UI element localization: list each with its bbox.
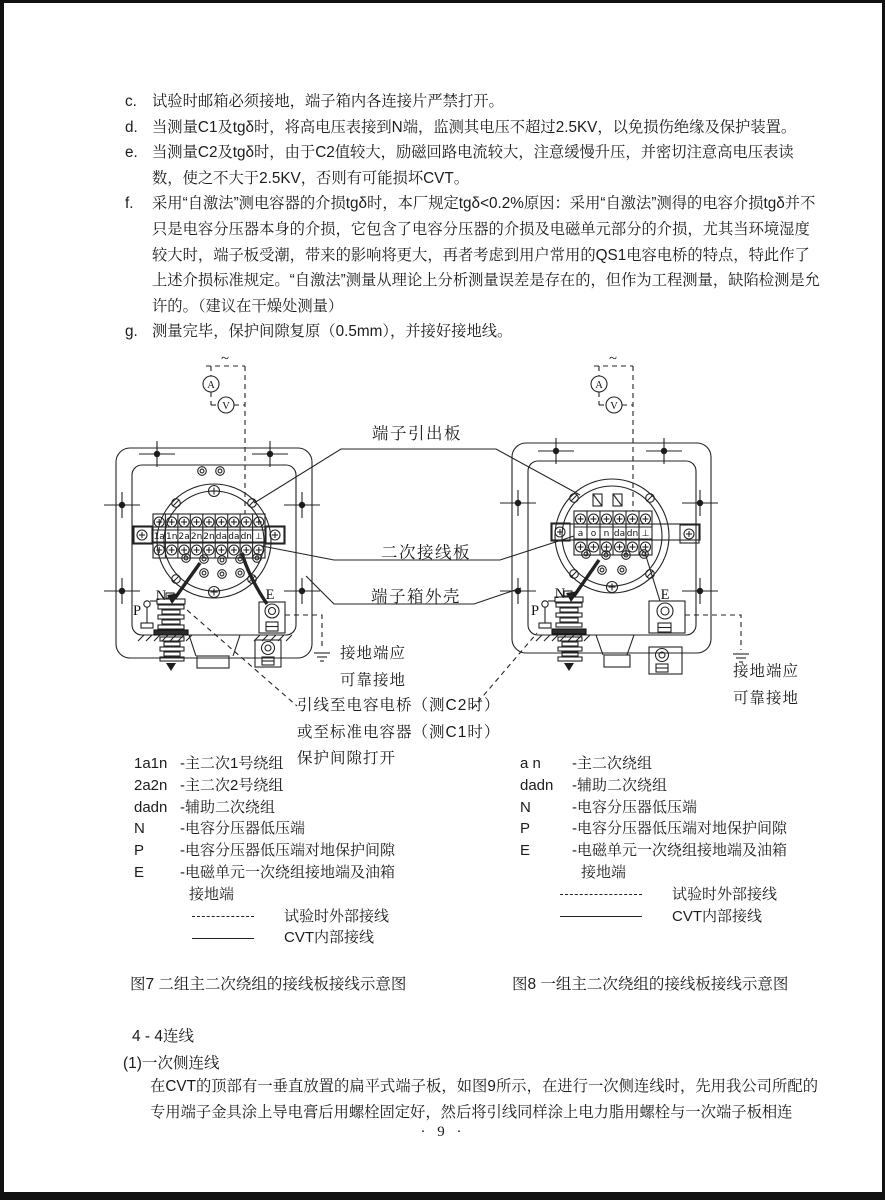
svg-text:dn: dn bbox=[240, 532, 253, 542]
note-item-c bbox=[125, 89, 822, 115]
legend-line-sample-internal: CVT内部接线 bbox=[134, 927, 395, 949]
section-heading: 4 - 4连线 bbox=[132, 1028, 195, 1045]
figure8-diagram bbox=[500, 351, 749, 674]
caption-fig7: 图7 二组主二次绕组的接线板接线示意图 bbox=[130, 976, 407, 993]
svg-text:dn: dn bbox=[626, 529, 639, 539]
ground-note-line2: 可靠接地 bbox=[733, 689, 800, 707]
p-terminal-label: P bbox=[132, 603, 142, 619]
note-text: 测量完毕，保护间隙复原（0.5mm），并接好接地线。 bbox=[152, 323, 513, 341]
ground-note-line1: 接地端应 bbox=[733, 663, 800, 680]
ground-note-right bbox=[733, 659, 799, 712]
voltmeter-icon: V bbox=[222, 401, 230, 412]
note-text: 试验时邮箱必须接地，端子箱内各连接片严禁打开。 bbox=[152, 93, 504, 110]
note-marker: c. bbox=[125, 93, 137, 110]
label-terminal-box-shell: 端子箱外壳 bbox=[371, 588, 461, 606]
ground-note-left bbox=[340, 641, 406, 694]
note-text: 采用“自激法”测电容器的介损tgδ时，本厂规定tgδ<0.2%原因：采用“自激法”测得的电容介损tgδ并不只是电容分压器本身的介损，它包含了电容分压器的介损及电磁单元部分的介损，尤其当环境湿度较大时，端子板受潮，带来的影响将更大，再者考虑到用户常用的QS1电容电桥的特点，特此作了上述介损标准规定。“自激法”测量从理论上分析测量误差是存在的，但作为工程测量，缺陷检测是允许的。（建议在干燥处测量） bbox=[152, 195, 820, 315]
notes-list bbox=[125, 89, 822, 345]
note-item-f bbox=[125, 191, 822, 319]
svg-text:1a: 1a bbox=[153, 532, 165, 542]
svg-text:1n: 1n bbox=[165, 532, 178, 542]
svg-text:n: n bbox=[603, 529, 610, 539]
legend-row: E -电磁单元一次绕组接地端及油箱 bbox=[520, 842, 787, 860]
legend-row: E -电磁单元一次绕组接地端及油箱 bbox=[134, 863, 395, 881]
legend-row: dadn -辅助二次绕组 bbox=[134, 798, 275, 816]
ground-note-line2: 可靠接地 bbox=[340, 671, 407, 689]
figure7-diagram bbox=[104, 351, 330, 671]
note-marker: d. bbox=[125, 118, 138, 136]
legend-row: N -电容分压器低压端 bbox=[134, 820, 305, 838]
legend-line-sample-external: 试验时外部接线 bbox=[520, 884, 787, 906]
n-terminal-label: N bbox=[155, 588, 167, 604]
svg-text:da: da bbox=[228, 532, 240, 542]
legend-row: a n -主二次绕组 bbox=[520, 755, 652, 772]
solid-line-sample bbox=[192, 938, 254, 939]
legend-fig7 bbox=[134, 753, 395, 949]
legend-row: 2a2n -主二次2号绕组 bbox=[134, 776, 284, 794]
note-item-g bbox=[125, 319, 822, 345]
label-terminal-leadout-board: 端子引出板 bbox=[372, 425, 462, 443]
section-subheading: (1)一次侧连线 bbox=[123, 1055, 220, 1072]
e-terminal-label: E bbox=[265, 587, 275, 603]
svg-text:2n: 2n bbox=[203, 532, 215, 542]
ac-source-symbol: ~ bbox=[609, 351, 617, 367]
solid-line-sample bbox=[560, 916, 642, 917]
n-terminal-label: N bbox=[554, 586, 566, 602]
note-marker: e. bbox=[125, 144, 138, 162]
terminal-labels-left bbox=[154, 532, 263, 542]
legend-row: P -电容分压器低压端对地保护间隙 bbox=[134, 842, 395, 860]
section-paragraph: 在CVT的顶部有一垂直放置的扁平式端子板，如图9所示，在进行一次侧连线时，先用我公司所配的专用端子金具涂上导电膏后用螺栓固定好，然后将引线同样涂上电力脂用螺栓与一次端子板相连 bbox=[150, 1078, 818, 1121]
p-terminal-label: P bbox=[530, 603, 540, 619]
lead-annotation-line3: 保护间隙打开 bbox=[297, 750, 397, 767]
svg-text:a: a bbox=[577, 529, 584, 539]
note-item-d bbox=[125, 115, 822, 141]
svg-text:da: da bbox=[215, 532, 228, 542]
legend-line-sample-internal: CVT内部接线 bbox=[520, 906, 787, 928]
legend-fig8 bbox=[520, 753, 787, 927]
lead-annotation-line2: 或至标准电容器（测C1时） bbox=[297, 723, 501, 741]
note-text: 当测量C1及tgδ时，将高电压表接到N端，监测其电压不超过2.5KV，以免损伤绝缘及保护装置。 bbox=[152, 118, 797, 136]
legend-row-continuation: 接地端 bbox=[189, 885, 235, 903]
svg-text:2n: 2n bbox=[190, 532, 203, 542]
legend-row: P -电容分压器低压端对地保护间隙 bbox=[520, 820, 787, 838]
dashed-line-sample bbox=[192, 916, 254, 917]
ac-source-symbol: ~ bbox=[221, 351, 229, 367]
note-marker: g. bbox=[125, 323, 138, 341]
ammeter-icon: A bbox=[207, 380, 215, 391]
label-secondary-wiring-board: 二次接线板 bbox=[381, 544, 471, 562]
voltmeter-icon: V bbox=[610, 401, 618, 412]
legend-row: 1a1n -主二次1号绕组 bbox=[134, 755, 284, 772]
svg-text:⊥: ⊥ bbox=[254, 532, 263, 542]
ammeter-icon: A bbox=[595, 380, 603, 391]
legend-row: N -电容分压器低压端 bbox=[520, 798, 697, 816]
note-item-e bbox=[125, 140, 822, 191]
svg-text:⊥: ⊥ bbox=[641, 529, 650, 539]
e-terminal-label: E bbox=[660, 587, 670, 603]
caption-fig8: 图8 一组主二次绕组的接线板接线示意图 bbox=[512, 976, 789, 993]
svg-text:o: o bbox=[590, 529, 597, 539]
legend-row: dadn -辅助二次绕组 bbox=[520, 776, 667, 794]
note-marker: f. bbox=[125, 195, 134, 213]
page-number: · 9 · bbox=[420, 1124, 466, 1140]
note-text: 当测量C2及tgδ时，由于C2值较大，励磁回路电流较大，注意缓慢升压，并密切注意高电压表读数，使之不大于2.5KV，否则有可能损坏CVT。 bbox=[152, 144, 794, 187]
ground-note-line1: 接地端应 bbox=[340, 645, 407, 662]
svg-text:da: da bbox=[613, 529, 626, 539]
dashed-line-sample bbox=[560, 894, 642, 895]
legend-row-continuation: 接地端 bbox=[581, 863, 627, 881]
legend-line-sample-external: 试验时外部接线 bbox=[134, 906, 395, 928]
lead-annotation-line1: 引线至电容电桥（测C2时） bbox=[297, 697, 501, 714]
svg-text:2a: 2a bbox=[178, 532, 190, 542]
